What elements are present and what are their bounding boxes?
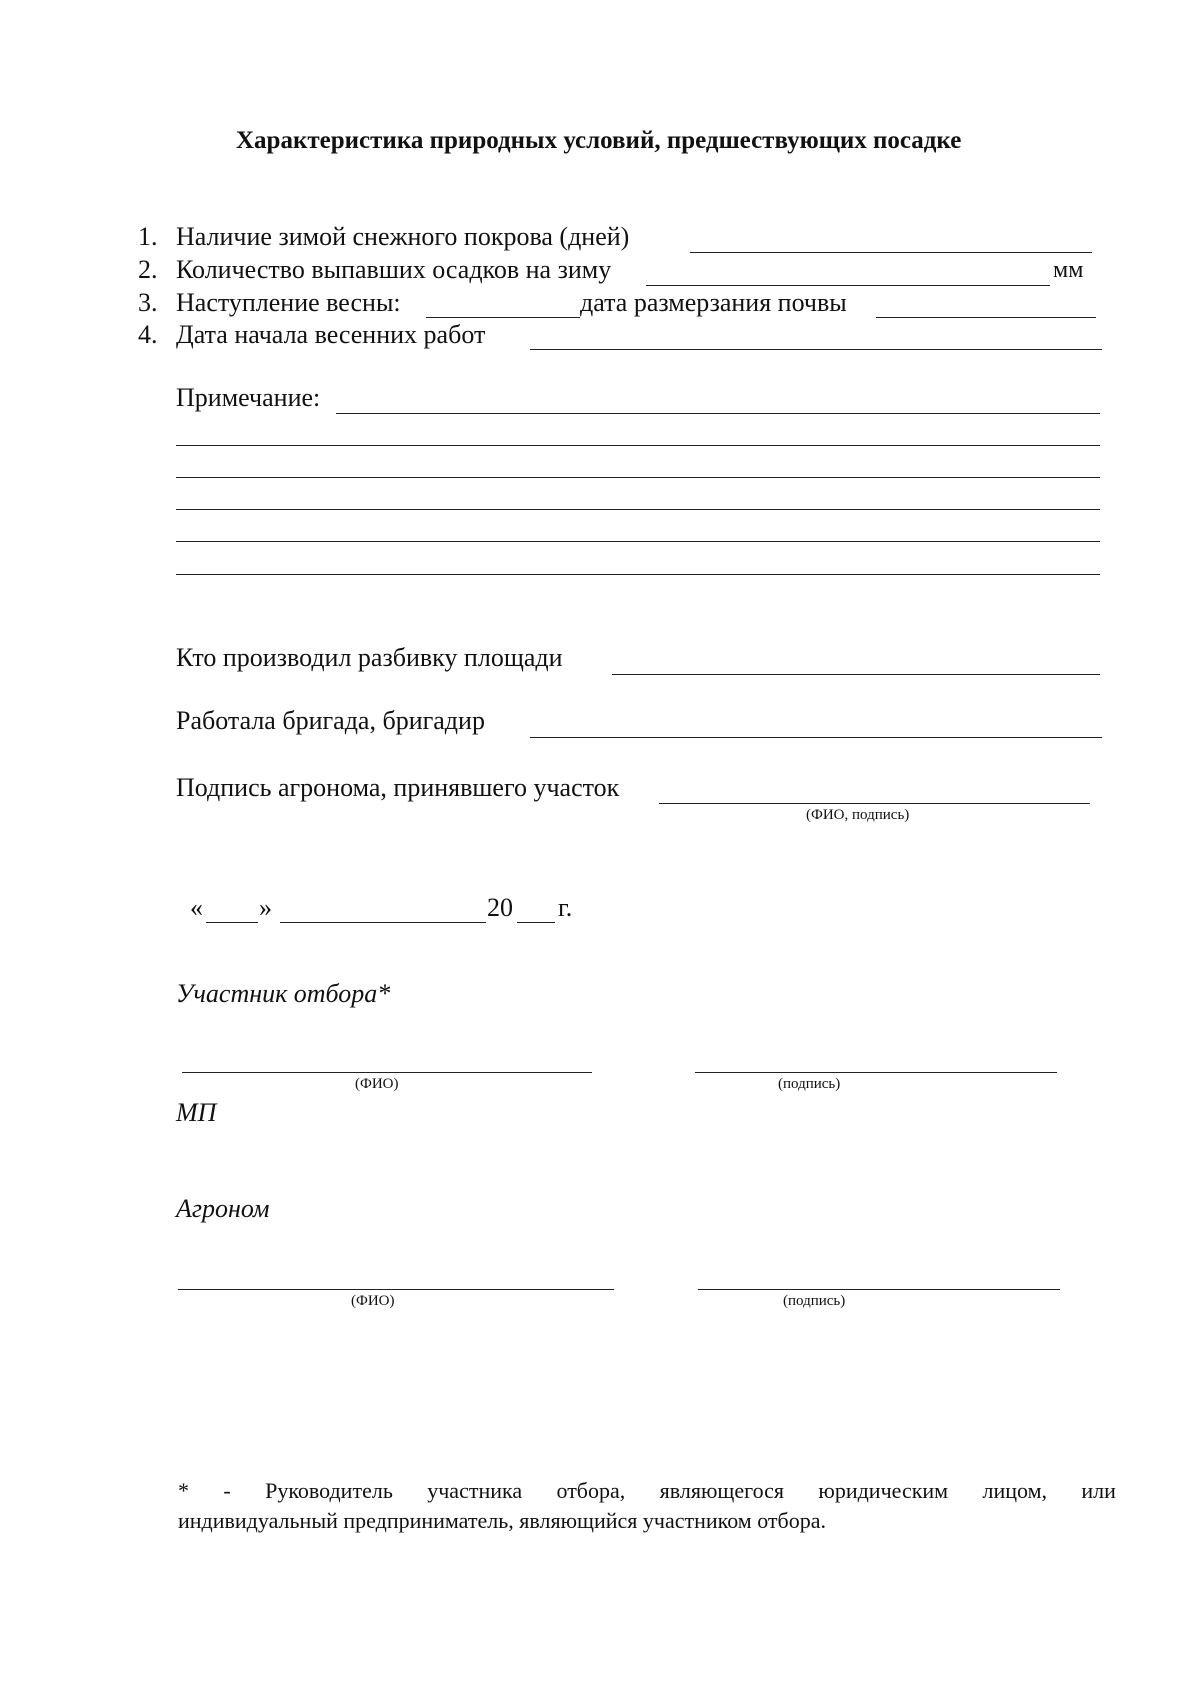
year-prefix: 20 (487, 893, 513, 922)
footnote-word: - (223, 1478, 231, 1503)
note-line[interactable] (176, 541, 1100, 542)
participant-fio-field[interactable] (182, 1072, 592, 1073)
note-line[interactable] (176, 477, 1100, 478)
item-3-label: Наступление весны: (176, 288, 401, 317)
year-field[interactable] (517, 922, 555, 923)
note-line[interactable] (176, 509, 1100, 510)
note-line[interactable] (336, 413, 1100, 414)
item-3-number: 3. (138, 288, 158, 317)
unit-mm: мм (1053, 257, 1084, 283)
soil-thaw-date-field[interactable] (876, 317, 1096, 318)
footnote-word: юридическим (818, 1478, 949, 1503)
layout-by-label: Кто производил разбивку площади (176, 643, 563, 672)
footnote-word: или (1081, 1478, 1116, 1503)
page-title: Характеристика природных условий, предшествующих посадке (236, 127, 962, 154)
participant-heading: Участник отбора* (176, 979, 391, 1008)
snow-days-field[interactable] (690, 252, 1092, 253)
footnote-line-2: индивидуальный предприниматель, являющийся участником отбора. (178, 1508, 827, 1533)
agronom-fio-field[interactable] (178, 1289, 614, 1290)
stamp-label: МП (176, 1098, 217, 1127)
agronom-sign-caption: (подпись) (783, 1293, 846, 1309)
note-line[interactable] (176, 574, 1100, 575)
participant-fio-caption: (ФИО) (355, 1076, 399, 1092)
spring-works-date-field[interactable] (530, 349, 1102, 350)
item-4-label: Дата начала весенних работ (176, 320, 486, 349)
layout-by-field[interactable] (612, 674, 1100, 675)
item-2-label: Количество выпавших осадков на зиму (176, 255, 612, 284)
footnote-word: участника (427, 1478, 523, 1503)
participant-sign-caption: (подпись) (778, 1076, 841, 1092)
precipitation-field[interactable] (646, 285, 1050, 286)
brigade-field[interactable] (530, 737, 1102, 738)
agronomist-signature-label: Подпись агронома, принявшего участок (176, 773, 620, 802)
brigade-label: Работала бригада, бригадир (176, 706, 485, 735)
fio-signature-caption: (ФИО, подпись) (806, 807, 910, 823)
agronom-heading: Агроном (176, 1194, 270, 1223)
date-close-quote: » (259, 893, 272, 922)
item-2-number: 2. (138, 255, 158, 284)
item-1-number: 1. (138, 222, 158, 251)
footnote-word: лицом, (982, 1478, 1048, 1503)
footnote-word: * (178, 1478, 189, 1503)
participant-sign-field[interactable] (695, 1072, 1057, 1073)
spring-onset-field[interactable] (426, 317, 580, 318)
agronom-sign-field[interactable] (698, 1289, 1060, 1290)
month-field[interactable] (280, 922, 486, 923)
year-suffix: г. (558, 893, 573, 922)
item-1-label: Наличие зимой снежного покрова (дней) (176, 222, 630, 251)
agronomist-signature-field[interactable] (659, 803, 1090, 804)
date-open-quote: « (190, 893, 203, 922)
footnote-line-1 (178, 1478, 1116, 1504)
item-3-label-2: дата размерзания почвы (580, 288, 847, 317)
item-4-number: 4. (138, 320, 158, 349)
day-field[interactable] (206, 922, 258, 923)
footnote-word: являющегося (659, 1478, 785, 1503)
note-line[interactable] (176, 445, 1100, 446)
agronom-fio-caption: (ФИО) (351, 1293, 395, 1309)
footnote-word: отбора, (556, 1478, 626, 1503)
note-label: Примечание: (176, 383, 321, 412)
footnote-word: Руководитель (265, 1478, 393, 1503)
